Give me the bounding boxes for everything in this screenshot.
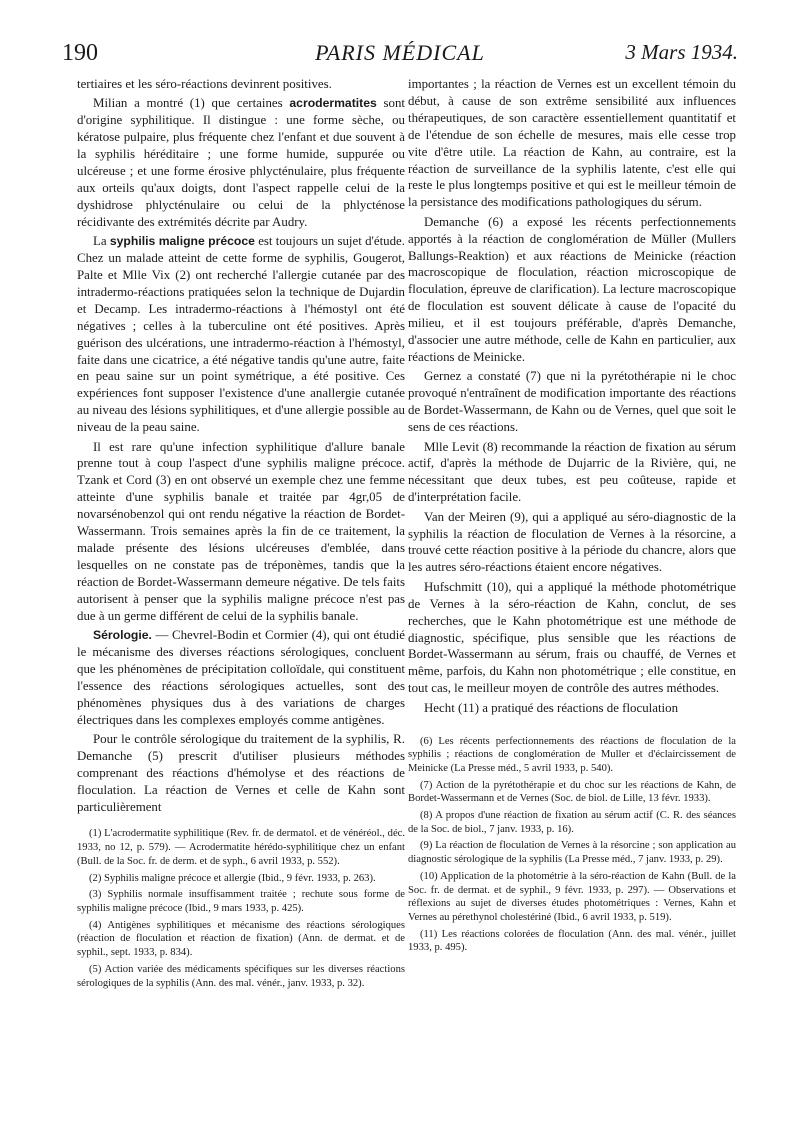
paragraph: Milian a montré (1) que certaines acrodermatites sont d'origine syphilitique. Il distingue : une forme sèche, ou kératose pulpaire, plus fréquente chez l'enfant et due souvent à la syphilis héréditaire ; une forme humide, suppurée ou ulcéreuse ; et une forme érosive phlycténulaire, plus fréquente aux orteils qu'aux doigts, dont l'aspect rappelle celui de la dyshidrose phlycténulaire ou celui de la phlycténose récidivante des extrémités décrite par Audry. — [77, 96, 405, 229]
footnote: (1) L'acrodermatite syphilitique (Rev. fr. de dermatol. et de vénéréol., déc. 1933, no 12, p. 579). — Acrodermatite hérédo-syphilitique chez un enfant (Bull. de la Soc. fr. de derm. et de syph., 6 avril 1933, p. 552). — [77, 828, 405, 867]
paragraph: importantes ; la réaction de Vernes est un excellent témoin du début, à cause de son extrême sensibilité aux influences thérapeutiques, de son caractère essentiellement quantitatif et de l'étendue de son échelle de mesures, mais elle cesse trop vite d'être utile. La réaction de Kahn, au contraire, est la réaction de surveillance de la syphilis latente, c'est elle qui reste le plus longtemps positive et qui est le meilleur témoin de la persistance des modifications pathologiques du sérum. — [408, 77, 736, 210]
paragraph: La syphilis maligne précoce est toujours un sujet d'étude. Chez un malade atteint de cette forme de syphilis, Gougerot, Palte et Mlle Vix (2) ont recherché l'allergie cutanée par des intradermo-réactions pratiquées selon la technique de Dujardin et Decamp. Les intradermo-réactions à l'hémostyl ont été négatives ; celles à la tuberculine ont été positives. Après guérison des ulcérations, une intradermo-réaction à l'hémostyl, faite dans une cicatrice, a été négative tandis qu'une autre, faite en peau saine sur un point symétrique, a été positive. Ces expériences font supposer l'existence d'une anallergie cutanée au niveau des lésions syphilitiques, et d'une allergie possible au niveau de la peau saine. — [77, 234, 405, 435]
footnote: (4) Antigènes syphilitiques et mécanisme des réactions sérologiques (réaction de floculation et réaction de fixation) (Ann. de dermat. et de syphil., sept. 1933, p. 834). — [77, 919, 405, 959]
paragraph: Il est rare qu'une infection syphilitique d'allure banale prenne tout à coup l'aspect d'une syphilis maligne précoce. Tzank et Cord (3) en ont observé un exemple chez une femme atteinte d'une syphilis banale et traitée par 4gr,05 de novarsénobenzol qui ont rendu négative la réaction de Bordet-Wassermann. Trois semaines après la fin de ce traitement, la malade présente des lésions ulcéreuses d'emblée, dans lesquelles on ne constate pas de tréponèmes, tandis que la réaction de Bordet-Wassermann demeure négative. De tels faits autorisent à penser que la syphilis maligne précoce n'est pas due à un germe différent de celui de la syphilis banale. — [77, 439, 405, 623]
issue-date: 3 Mars 1934. — [625, 40, 738, 64]
bold-term: syphilis maligne précoce — [109, 234, 255, 249]
footnote: (5) Action variée des médicaments spécifiques sur les diverses réactions sérologiques de la syphilis (Ann. des mal. vénér., janv. 1933, p. 32). — [77, 963, 405, 989]
footnote: (6) Les récents perfectionnements des réactions de floculation de la syphilis ; réactions de conglomération de Muller et d'éclaircissement de Meinicke (La Presse méd., 5 avril 1933, p. 540). — [408, 735, 736, 774]
footnote: (2) Syphilis maligne précoce et allergie (Ibid., 9 févr. 1933, p. 263). — [89, 872, 376, 884]
paragraph: Demanche (6) a exposé les récents perfectionnements apportés à la réaction de conglomération de Müller (Mullers Ballungs-Reaktion) et aux réactions de Meinicke (réaction macroscopique de floculation, réaction microscopique de floculation, épreuve de clarification). La lecture macroscopique de floculation est souvent délicate à cause de l'opacité du milieu, et il est toujours préférable, d'après Demanche, d'associer une autre méthode, celle de Kahn en particulier, aux réactions de Meinicke. — [408, 214, 736, 364]
paragraph: Gernez a constaté (7) que ni la pyrétothérapie ni le choc provoqué n'entraînent de modification importante des réactions de Bordet-Wassermann, de Kahn ou de Vernes, quel que soit le sens de ces réactions. — [408, 369, 736, 435]
paragraph: Hufschmitt (10), qui a appliqué la méthode photométrique de Vernes à la séro-réaction de Kahn, conclut, de ses recherches, que le Kahn photométrique est une méthode de diagnostic, spécifique, plus sensible que les réactions de Bordet-Wassermann au sérum, frais ou chauffé, de Vernes et même, parfois, du Kahn non photométrique ; elle constitue, en tout cas, le meilleur moyen de contrôle des autres méthodes. — [408, 579, 736, 696]
footnote: (8) A propos d'une réaction de fixation au sérum actif (C. R. des séances de la Soc. de biol., 7 janv. 1933, p. 16). — [408, 810, 736, 835]
footnotes — [77, 827, 405, 990]
left-column — [77, 76, 405, 993]
page-number: 190 — [62, 40, 98, 66]
bold-term: acrodermatites — [289, 96, 377, 111]
footnote: (7) Action de la pyrétothérapie et du choc sur les réactions de Kahn, de Bordet-Wassermann et de Vernes (Soc. de biol. de Lille, 13 févr. 1933). — [408, 779, 736, 805]
footnote: (9) La réaction de floculation de Vernes à la résorcine ; son application au diagnostic sérologique de la syphilis (La Presse méd., 7 janv. 1933, p. 29). — [408, 840, 736, 866]
footnote: (11) Les réactions colorées de floculation (Ann. des mal. vénér., juillet 1933, p. 495). — [408, 928, 736, 954]
footnote: (3) Syphilis normale insuffisamment traitée ; rechute sous forme de syphilis maligne précoce (Ibid., 9 mars 1933, p. 425). — [77, 889, 405, 914]
paragraph: tertiaires et les séro-réactions devinrent positives. — [77, 77, 332, 91]
section-heading: Sérologie. — [93, 628, 152, 642]
footnote: (10) Application de la photométrie à la séro-réaction de Kahn (Bull. de la Soc. fr. de dermat. et de syphil., 9 févr. 1933, p. 297). — Observations et réflexions au sujet de diverses études photométriques : Vernes, Kahn et Vernes au pérethynol cholestériné (Ibid., 6 avril 1933, p. 519). — [408, 870, 736, 923]
paragraph: Pour le contrôle sérologique du traitement de la syphilis, R. Demanche (5) prescrit d'utiliser plusieurs méthodes comprenant des réactions d'hémolyse et des réactions de floculation. La réaction de Vernes et celle de Kahn sont particulièrement — [77, 731, 405, 814]
journal-title: PARIS MÉDICAL — [315, 40, 485, 65]
paragraph: Sérologie. — Chevrel-Bodin et Cormier (4), qui ont étudié le mécanisme des diverses réactions sérologiques, concluent que les phénomènes de précipitation colloïdale, qui constituent l'essence des réactions sérologiques actuelles, sont des phénomènes physiques dus à des variations de charges électriques dans les complexes employés comme antigènes. — [77, 628, 405, 727]
page-header — [62, 40, 738, 74]
paragraph: Hecht (11) a pratiqué des réactions de floculation — [424, 700, 679, 715]
footnotes — [408, 735, 736, 956]
right-column — [408, 76, 736, 958]
paragraph: Van der Meiren (9), qui a appliqué au séro-diagnostic de la syphilis la réaction de floculation de Vernes à la résorcine, a trouvé cette réaction positive à la période du chancre, alors que les autres séro-réactions étaient encore négatives. — [408, 509, 736, 575]
paragraph: Mlle Levit (8) recommande la réaction de fixation au sérum actif, d'après la méthode de Dujarric de la Rivière, qui, ne nécessitant que deux tubes, est peu coûteuse, rapide et d'interprétation facile. — [408, 439, 736, 505]
